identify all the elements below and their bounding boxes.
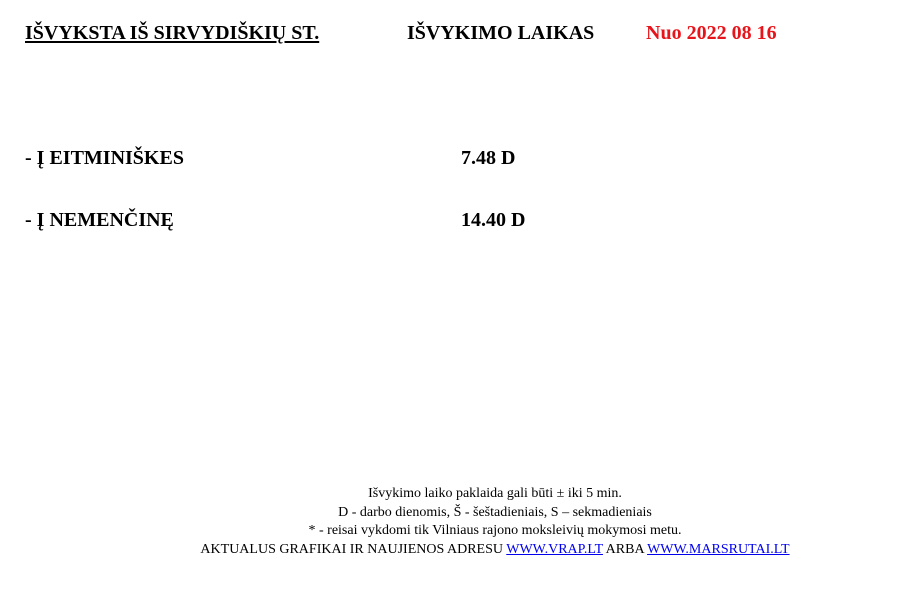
route-row (25, 147, 885, 173)
route-departure-time: 7.48 D (461, 147, 516, 169)
route-departure-time: 14.40 D (461, 209, 526, 231)
note-school-trips: * - reisai vykdomi tik Vilniaus rajono moksleivių mokymosi metu. (308, 523, 682, 538)
vrap-link[interactable]: WWW.VRAP.LT (506, 541, 603, 557)
station-title: IŠVYKSTA IŠ SIRVYDIŠKIŲ ST. (25, 22, 320, 44)
schedule-notes (0, 485, 913, 559)
departure-time-heading: IŠVYKIMO LAIKAS (407, 22, 595, 44)
marsrutai-link[interactable]: WWW.MARSRUTAI.LT (647, 541, 790, 557)
route-destination: - Į NEMENČINĘ (25, 209, 174, 231)
websites-prefix: AKTUALUS GRAFIKAI IR NAUJIENOS ADRESU (200, 541, 507, 557)
schedule-header (25, 22, 885, 48)
route-row (25, 209, 885, 235)
websites-separator: ARBA (602, 541, 648, 557)
route-destination: - Į EITMINIŠKES (25, 147, 184, 169)
note-legend: D - darbo dienomis, Š - šeštadieniais, S – sekmadieniais (338, 504, 652, 520)
note-tolerance: Išvykimo laiko paklaida gali būti ± iki 5 min. (368, 486, 622, 501)
note-websites (0, 541, 913, 560)
valid-from-date: Nuo 2022 08 16 (646, 22, 777, 44)
